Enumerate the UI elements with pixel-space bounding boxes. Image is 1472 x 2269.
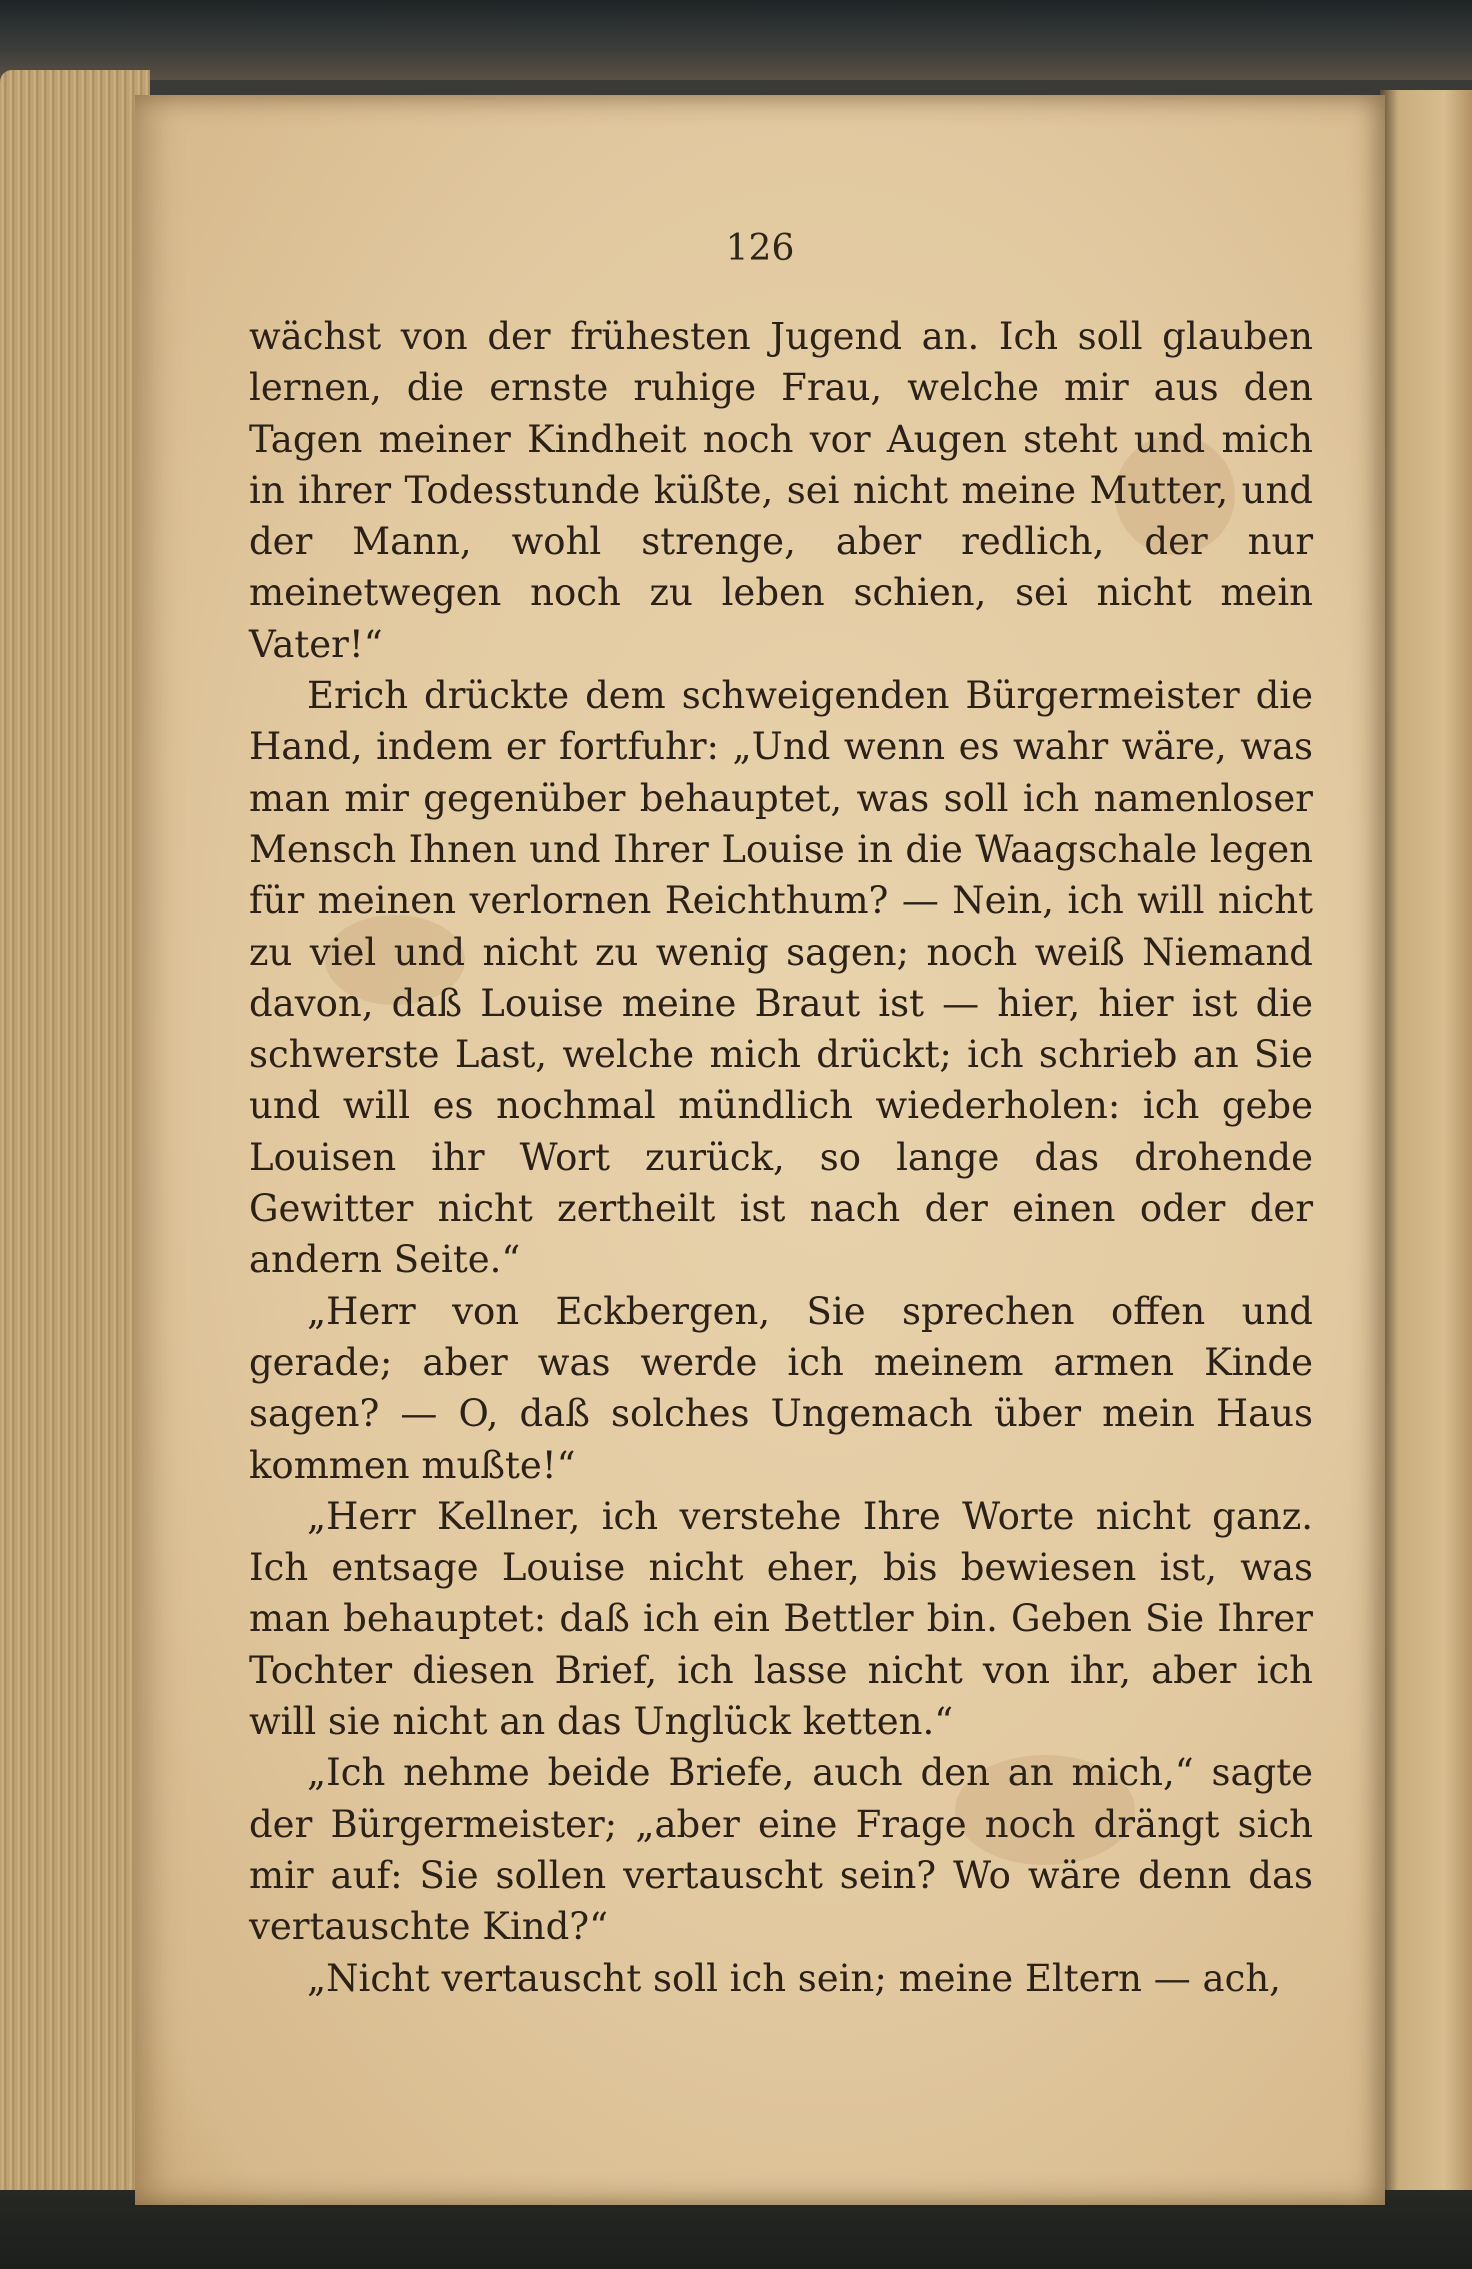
body-text (249, 311, 1313, 2004)
paragraph: „Nicht vertauscht soll ich sein; meine Eltern — ach, (307, 1956, 1281, 2000)
page-number: 126 (725, 228, 795, 269)
paragraph: Erich drückte dem schweigenden Bürgermeister die Hand, indem er fortfuhr: „Und wenn es wahr wäre, was man mir gegenüber behauptet, was soll ich namenloser Mensch Ihnen und Ihrer Louise in die Waagschale legen für meinen verlornen Reichthum? — Nein, ich will nicht zu viel und nicht zu wenig sagen; noch weiß Niemand davon, daß Louise meine Braut ist — hier, hier ist die schwerste Last, welche mich drückt; ich schrieb an Sie und will es nochmal mündlich wiederholen: ich gebe Louisen ihr Wort zurück, so lange das drohende Gewitter nicht zertheilt ist nach der einen oder der andern Seite.“ (249, 674, 1313, 1282)
facing-page-edge (1380, 90, 1472, 2190)
paragraph: „Herr Kellner, ich verstehe Ihre Worte nicht ganz. Ich entsage Louise nicht eher, bis bewiesen ist, was man behauptet: daß ich ein Bettler bin. Geben Sie Ihrer Tochter diesen Brief, ich lasse nicht von ihr, aber ich will sie nicht an das Unglück ketten.“ (249, 1494, 1313, 1744)
paragraph: „Herr von Eckbergen, Sie sprechen offen und gerade; aber was werde ich meinem armen Kinde sagen? — O, daß solches Ungemach über mein Haus kommen mußte!“ (249, 1289, 1313, 1487)
book-cover-top (0, 0, 1472, 80)
paragraph: wächst von der frühesten Jugend an. Ich soll glauben lernen, die ernste ruhige Frau, welche mir aus den Tagen meiner Kindheit noch vor Augen steht und mich in ihrer Todesstunde küßte, sei nicht meine Mutter, und der Mann, wohl strenge, aber redlich, der nur meinetwegen noch zu leben schien, sei nicht mein Vater!“ (249, 315, 1313, 666)
paragraph: „Ich nehme beide Briefe, auch den an mich,“ sagte der Bürgermeister; „aber eine Frage noch drängt sich mir auf: Sie sollen vertauscht sein? Wo wäre denn das vertauschte Kind?“ (249, 1751, 1313, 1949)
page-edges (0, 70, 150, 2210)
